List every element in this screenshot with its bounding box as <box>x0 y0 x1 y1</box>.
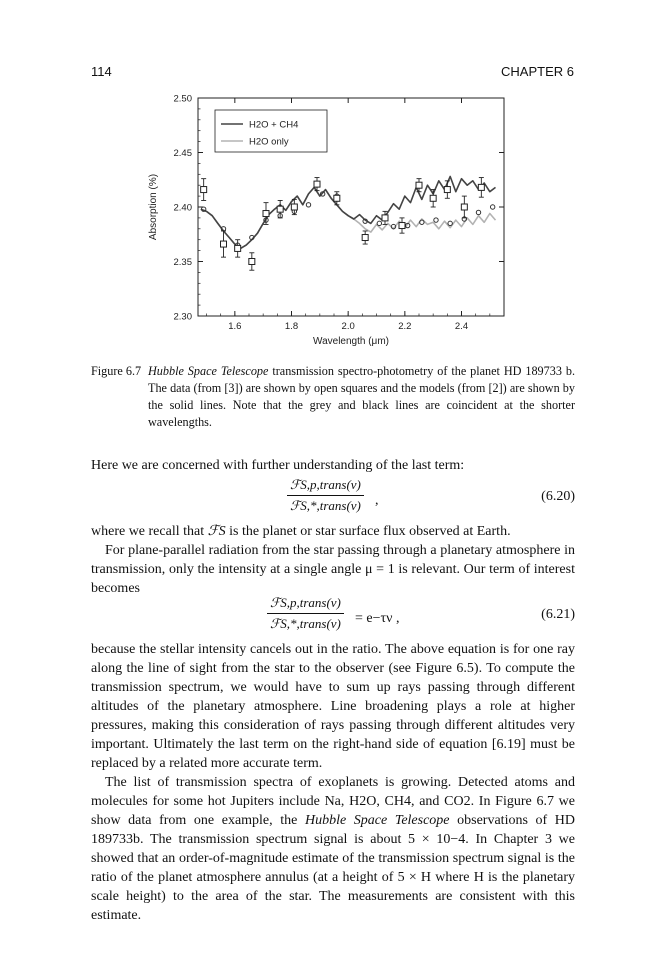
data-point <box>478 184 484 190</box>
data-point <box>221 241 227 247</box>
chapter-header: CHAPTER 6 <box>501 64 574 79</box>
paragraph-1 <box>91 456 575 475</box>
x-tick-label: 1.8 <box>284 321 299 332</box>
data-point <box>235 245 241 251</box>
model-point <box>490 205 494 209</box>
x-tick-label: 2.0 <box>341 321 355 332</box>
paragraph-5-start: The list of transmission spectra of exoplanets is growing. Detected atoms and molecules for some hot Jupiters include Na, H2O, CH4, and CO2. In Figure 6.7 we show data from one example, the <box>91 775 575 828</box>
data-point <box>314 181 320 187</box>
x-tick-label: 1.6 <box>228 321 242 332</box>
x-axis-label: Wavelength (μm) <box>313 336 389 347</box>
eq1-number: (6.20) <box>541 489 575 504</box>
y-tick-label: 2.35 <box>173 257 192 268</box>
page-number: 114 <box>91 64 112 79</box>
model-point <box>448 221 452 225</box>
data-point <box>334 195 340 201</box>
data-point <box>201 187 207 193</box>
x-tick-label: 2.2 <box>398 321 412 332</box>
data-point <box>263 211 269 217</box>
data-point <box>382 215 388 221</box>
model-point <box>306 203 310 207</box>
eq1-denominator: ℱS,*,trans(ν) <box>290 498 361 513</box>
caption-title: Hubble Space Telescope <box>148 364 269 378</box>
eq2-suffix: = e−τν , <box>355 611 400 626</box>
flux-symbol: ℱS <box>207 524 226 539</box>
data-point <box>291 204 297 210</box>
y-tick-label: 2.30 <box>173 311 192 323</box>
paragraph-1-text: Here we are concerned with further understanding of the last term: <box>91 458 465 473</box>
y-axis-label: Absorption (%) <box>148 173 159 241</box>
transmission-spectrum-chart <box>140 86 520 356</box>
legend-label: H2O only <box>249 136 289 148</box>
data-point <box>249 259 255 265</box>
paragraph-2-start: where we recall that <box>91 524 208 539</box>
eq2-numerator: ℱS,p,trans(ν) <box>267 595 344 614</box>
y-tick-label: 2.50 <box>173 93 192 105</box>
paragraph-5-end: observations of HD 189733b. The transmission spectrum signal is about 5 × 10−4. In Chapter 3 we showed that an order-of-magnitude estimate of the transmission spectrum signal is the ratio of the planet atmosphere annulus (at a height of 5 × H where H is the planetary scale height) to the area of the star. The measurements are consistent with this estimate. <box>91 813 575 923</box>
data-point <box>444 187 450 193</box>
y-tick-label: 2.40 <box>173 202 192 214</box>
paragraph-2 <box>91 522 575 598</box>
eq1-fraction <box>287 477 364 514</box>
series-line <box>201 177 496 249</box>
data-point <box>362 235 368 241</box>
eq2-fraction <box>267 595 344 632</box>
paragraph-5-italic: Hubble Space Telescope <box>304 813 450 828</box>
equation-6-20 <box>91 477 575 521</box>
data-point <box>430 195 436 201</box>
equation-6-21 <box>91 595 575 639</box>
figure-caption <box>91 363 575 431</box>
paragraph-4 <box>91 640 575 925</box>
caption-label: Figure 6.7 <box>91 364 142 378</box>
caption-body: transmission spectro-photometry of the planet HD 189733 b. The data (from [3]) are shown by open squares and the models (from [2]) are shown by the solid lines. Note that the grey and black lines are coincident at the shorter wavelengths. <box>148 364 575 429</box>
eq1-numerator: ℱS,p,trans(ν) <box>287 477 364 496</box>
eq2-denominator: ℱS,*,trans(ν) <box>270 616 341 631</box>
eq1-suffix: , <box>375 493 379 508</box>
model-point <box>476 210 480 214</box>
model-point <box>434 218 438 222</box>
model-point <box>377 221 381 225</box>
series-line <box>201 187 496 248</box>
data-point <box>461 204 467 210</box>
legend-label: H2O + CH4 <box>249 119 299 131</box>
paragraph-4-text: because the stellar intensity cancels out in the ratio. The above equation is for one ray along the line of sight from the star to the observer (see Figure 6.5). To compute the transmission spectrum, we would have to sum up rays passing through different altitudes of the planetary atmosphere. Line broadening plays a role at higher pressures, making this consideration of rays passing through different altitudes very important. Ultimately the last term on the right-hand side of equation [6.19] must be replaced by a related more accurate term. <box>91 642 575 771</box>
eq2-number: (6.21) <box>541 607 575 622</box>
x-tick-label: 2.4 <box>454 321 469 332</box>
legend <box>215 110 327 152</box>
paragraph-2-end: is the planet or star surface flux observed at Earth. <box>225 524 511 539</box>
data-point <box>277 206 283 212</box>
caption-text <box>148 363 575 431</box>
paragraph-3-text: For plane-parallel radiation from the star passing through a planetary atmosphere in transmission, only the intensity at a single angle μ = 1 is relevant. Our term of interest becomes <box>91 543 575 596</box>
y-tick-label: 2.45 <box>173 148 192 159</box>
data-point <box>399 223 405 229</box>
data-point <box>416 182 422 188</box>
